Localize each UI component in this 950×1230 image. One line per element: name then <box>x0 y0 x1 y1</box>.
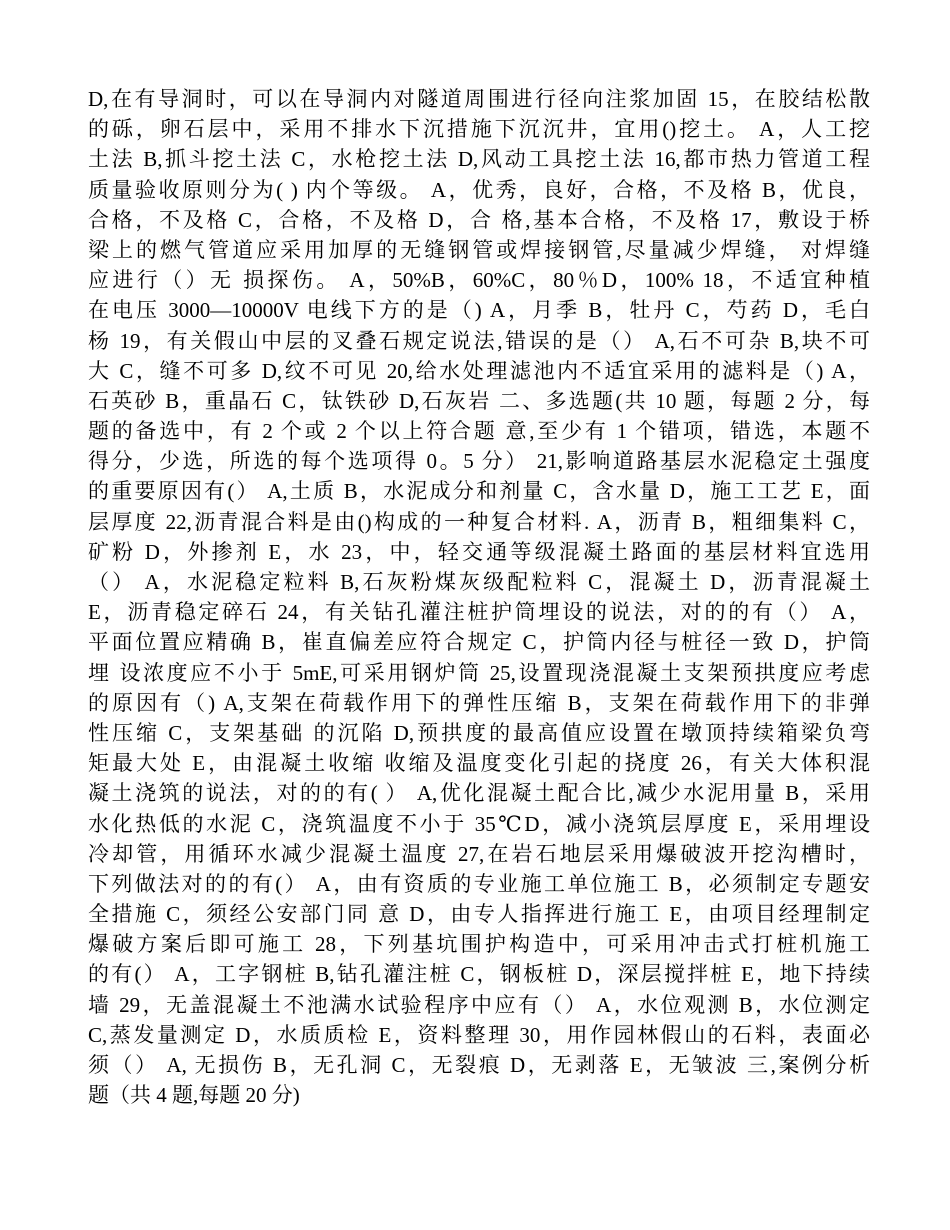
text-line: 题的备选中，有 2 个或 2 个以上符合题 意,至少有 1 个错项，错选，本题不 <box>88 419 870 444</box>
text-line: 的重要原因有(） A,土质 B，水泥成分和剂量 C，含水量 D，施工工艺 E，面 <box>88 479 870 504</box>
text-line: 得分，少选，所选的每个选项得 0。5 分） 21,影响道路基层水泥稳定土强度 <box>88 449 870 474</box>
text-line: 下列做法对的的有(） A，由有资质的专业施工单位施工 B，必须制定专题安 <box>88 871 870 896</box>
text-line: （） A，水泥稳定粒料 B,石灰粉煤灰级配粒料 C，混凝土 D，沥青混凝土 <box>88 570 870 594</box>
text-line: D,在有导洞时，可以在导洞内对隧道周围进行径向注浆加固 15，在胶结松散 <box>88 87 870 111</box>
text-line: 埋 设浓度应不小于 5mE,可采用钢炉筒 25,设置现浇混凝土支架预拱度应考虑 <box>88 660 870 685</box>
text-line: 矩最大处 E，由混凝土收缩 收缩及温度变化引起的挠度 26，有关大体积混 <box>88 751 870 776</box>
text-line: 大 C，缝不可多 D,纹不可见 20,给水处理滤池内不适宜采用的滤料是（) A， <box>88 358 870 383</box>
text-line: 墙 29，无盖混凝土不池满水试验程序中应有（） A，水位观测 B，水位测定 <box>88 992 870 1017</box>
text-line: 水化热低的水泥 C，浇筑温度不小于 35℃D，减小浇筑层厚度 E，采用埋设 <box>88 811 870 836</box>
text-line: 题（共 4 题,每题 20 分) <box>88 1083 300 1108</box>
text-line: 矿粉 D，外掺剂 E，水 23，中，轻交通等级混凝土路面的基层材料宜选用 <box>88 539 870 564</box>
text-line: 在电压 3000—10000V 电线下方的是（) A，月季 B，牡丹 C，芍药 D，毛白 <box>88 298 870 323</box>
text-line: 梁上的燃气管道应采用加厚的无缝钢管或焊接钢管,尽量减少焊缝， 对焊缝 <box>88 237 870 262</box>
text-line: 土法 B,抓斗挖土法 C，水枪挖土法 D,风动工具挖土法 16,都市热力管道工程 <box>88 147 870 172</box>
text-line: E，沥青稳定碎石 24，有关钻孔灌注桩护筒埋设的说法，对的的有（） A， <box>88 600 870 625</box>
text-line: 须（） A, 无损伤 B，无孔洞 C，无裂痕 D，无剥落 E，无皱波 三,案例分析 <box>88 1053 870 1077</box>
text-line: 合格，不及格 C，合格，不及格 D，合 格,基本合格，不及格 17，敷设于桥 <box>88 207 870 232</box>
text-line: 凝土浇筑的说法，对的的有( ） A,优化混凝土配合比,减少水泥用量 B，采用 <box>88 781 870 806</box>
text-line: 性压缩 C，支架基础 的沉陷 D,预拱度的最高值应设置在墩顶持续箱梁负弯 <box>88 720 870 745</box>
text-line: 杨 19，有关假山中层的叉叠石规定说法,错误的是（） A,石不可杂 B,块不可 <box>88 328 870 353</box>
text-line: 爆破方案后即可施工 28，下列基坑围护构造中，可采用冲击式打桩机施工 <box>88 932 870 957</box>
text-line: 应进行（）无 损探伤。 A，50%B，60%C，80％D，100% 18，不适宜种植 <box>88 268 870 293</box>
document-page <box>88 84 870 1110</box>
text-line: 的砾，卵石层中，采用不排水下沉措施下沉沉井，宜用()挖土。 A，人工挖 <box>88 117 870 142</box>
text-line: 质量验收原则分为( ) 内个等级。 A，优秀，良好，合格，不及格 B，优良， <box>88 177 870 202</box>
text-line: 的有(） A，工字钢桩 B,钻孔灌注桩 C，钢板桩 D，深层搅拌桩 E，地下持续 <box>88 962 870 987</box>
text-line: 层厚度 22,沥青混合料是由()构成的一种复合材料. A，沥青 B，粗细集料 C， <box>88 509 870 534</box>
text-line: 的原因有（) A,支架在荷载作用下的弹性压缩 B，支架在荷载作用下的非弹 <box>88 690 870 715</box>
text-line: 全措施 C，须经公安部门同 意 D，由专人指挥进行施工 E，由项目经理制定 <box>88 902 870 927</box>
text-line: 平面位置应精确 B，崔直偏差应符合规定 C，护筒内径与桩径一致 D，护筒 <box>88 630 870 655</box>
text-line: 石英砂 B，重晶石 C，钛铁砂 D,石灰岩 二、多选题(共 10 题，每题 2 分，每 <box>88 388 870 413</box>
text-line: C,蒸发量测定 D，水质质检 E，资料整理 30，用作园林假山的石料，表面必 <box>88 1022 870 1047</box>
text-line: 冷却管，用循环水减少混凝土温度 27,在岩石地层采用爆破波开挖沟槽时， <box>88 841 870 866</box>
